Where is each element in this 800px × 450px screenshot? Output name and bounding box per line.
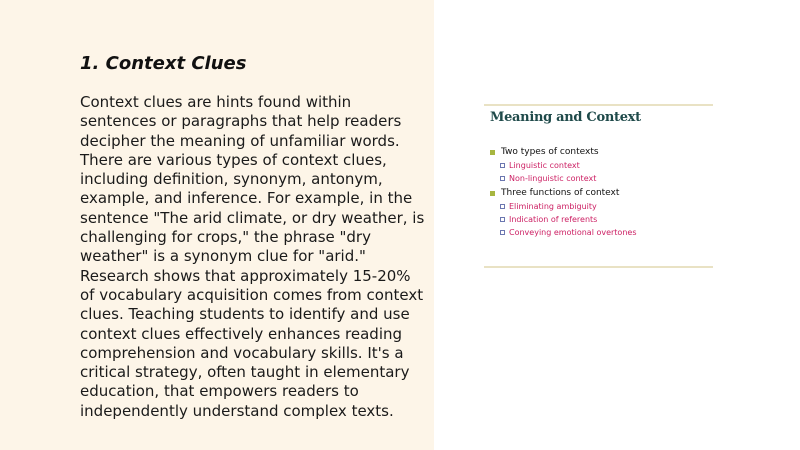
slide-subitem-label: Linguistic context bbox=[509, 161, 580, 170]
hollow-square-bullet-icon bbox=[500, 163, 505, 168]
slide-image bbox=[484, 104, 713, 270]
hollow-square-bullet-icon bbox=[500, 204, 505, 209]
slide-top-rule bbox=[484, 104, 713, 106]
slide-item bbox=[490, 146, 637, 159]
hollow-square-bullet-icon bbox=[500, 230, 505, 235]
slide-subitem-label: Conveying emotional overtones bbox=[509, 228, 637, 237]
slide-item bbox=[490, 187, 637, 200]
hollow-square-bullet-icon bbox=[500, 217, 505, 222]
section-body: Context clues are hints found within sentences or paragraphs that help readers decipher the meaning of unfamiliar words. There are various types of context clues, including definition, synonym, antonym, example, and inference. For example, in the sentence "The arid climate, or dry weather, is challenging for crops," the phrase "dry weather" is a synonym clue for "arid." Research shows that approximately 15-20% of vocabulary acquisition comes from context clues. Teaching students to identify and use context clues effectively enhances reading comprehension and vocabulary skills. It's a critical strategy, often taught in elementary education, that empowers readers to independently understand complex texts. bbox=[80, 93, 425, 420]
section-heading: 1. Context Clues bbox=[80, 53, 247, 74]
slide-title: Meaning and Context bbox=[490, 110, 641, 125]
slide-item-label: Two types of contexts bbox=[501, 147, 599, 157]
slide-subitem bbox=[490, 200, 637, 213]
square-bullet-icon bbox=[490, 191, 495, 196]
slide-bottom-rule bbox=[484, 266, 713, 268]
slide-subitem bbox=[490, 226, 637, 239]
square-bullet-icon bbox=[490, 150, 495, 155]
slide-subitem-label: Non-linguistic context bbox=[509, 174, 597, 183]
slide-subitem bbox=[490, 213, 637, 226]
hollow-square-bullet-icon bbox=[500, 176, 505, 181]
slide-bullet-list bbox=[490, 146, 637, 239]
slide-subitem-label: Eliminating ambiguity bbox=[509, 202, 597, 211]
slide-subitem-label: Indication of referents bbox=[509, 215, 598, 224]
slide-subitem bbox=[490, 159, 637, 172]
slide-subitem bbox=[490, 172, 637, 185]
slide-item-label: Three functions of context bbox=[501, 188, 620, 198]
